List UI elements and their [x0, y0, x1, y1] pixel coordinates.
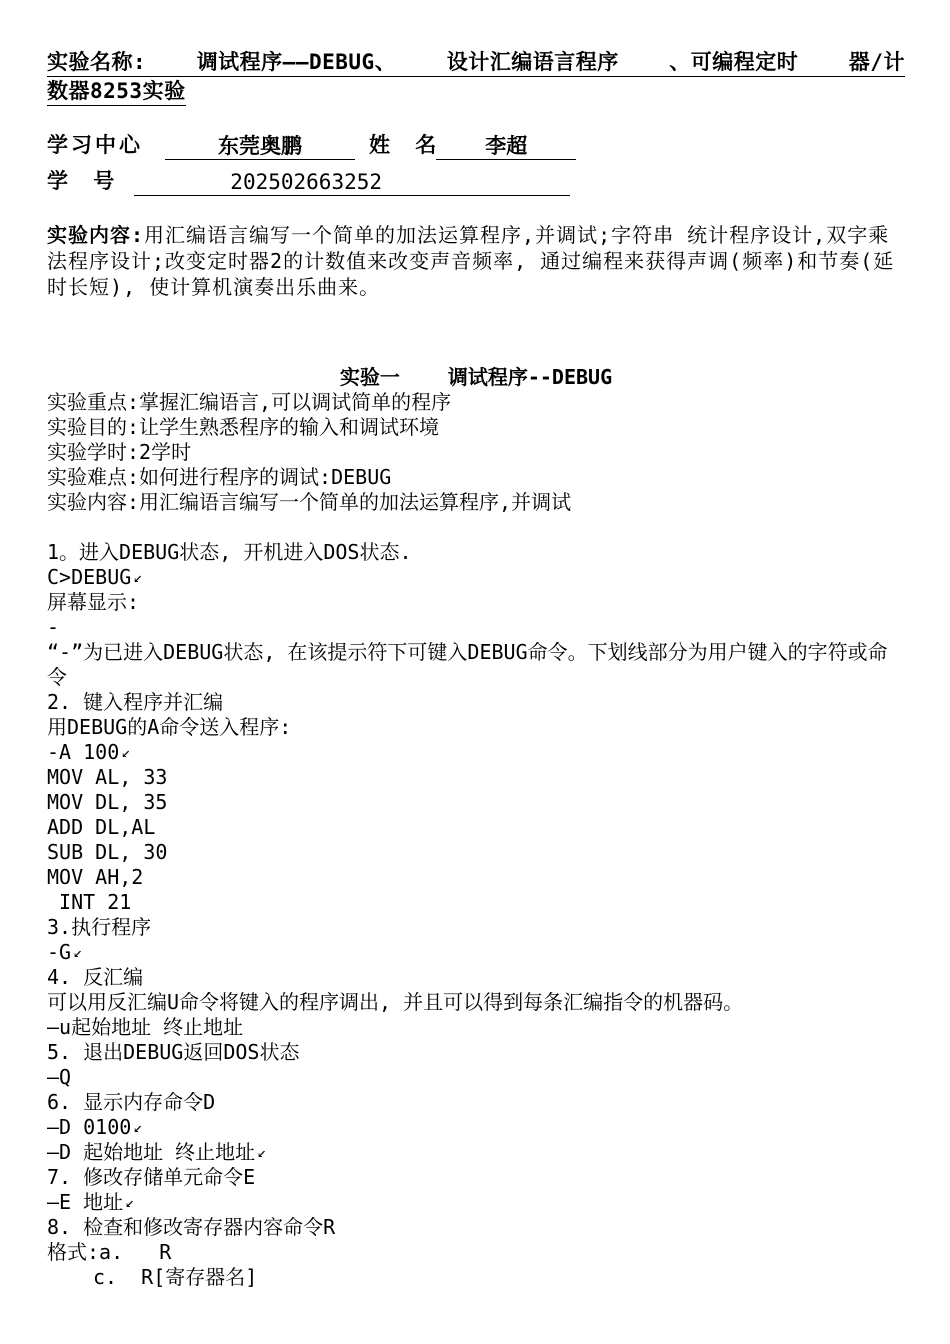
meta-content: 实验内容:用汇编语言编写一个简单的加法运算程序,并调试	[47, 490, 572, 514]
code-line: SUB DL, 30	[47, 840, 168, 864]
meta-focus: 实验重点:掌握汇编语言,可以调试简单的程序	[47, 390, 452, 414]
student-info	[47, 124, 905, 196]
step-6-command-2	[47, 1140, 905, 1165]
id-value-wrap	[134, 167, 570, 196]
step-7-command	[47, 1190, 905, 1215]
enter-arrow-icon: ↙	[133, 568, 143, 586]
section-meta	[47, 390, 905, 515]
enter-arrow-icon: ↙	[73, 943, 83, 961]
enter-arrow-icon: ↙	[133, 1118, 143, 1136]
content-intro	[47, 222, 905, 300]
code-line: MOV AH,2	[47, 865, 144, 889]
enter-arrow-icon: ↙	[121, 743, 131, 761]
step-1-screen: 屏幕显示:	[47, 590, 140, 614]
step-2-command	[47, 740, 905, 765]
step-4-desc: 可以用反汇编U命令将键入的程序调出, 并且可以得到每条汇编指令的机器码。	[47, 990, 744, 1014]
step-2: 2. 键入程序并汇编	[47, 690, 224, 714]
id-value: 202502663252	[230, 170, 383, 194]
command-text: —E 地址	[47, 1190, 124, 1214]
section-title-left: 实验一	[339, 365, 400, 389]
center-name-row	[47, 124, 905, 160]
center-value: 东莞奥鹏	[165, 131, 355, 160]
command-text: —D 0100	[47, 1115, 132, 1139]
step-2-desc: 用DEBUG的A命令送入程序:	[47, 715, 292, 739]
section-title-right: 调试程序--DEBUG	[447, 365, 613, 389]
code-line: MOV AL, 33	[47, 765, 168, 789]
title-line-2: 数器8253实验	[47, 77, 186, 106]
step-8: 8. 检查和修改寄存器内容命令R	[47, 1215, 336, 1239]
step-3: 3.执行程序	[47, 915, 152, 939]
title-part-3: 、可编程定时	[669, 50, 799, 74]
title-part-4: 器/计	[848, 50, 905, 74]
meta-hours: 实验学时:2学时	[47, 440, 192, 464]
content-intro-label: 实验内容:	[47, 223, 145, 247]
content-intro-text: 用汇编语言编写一个简单的加法运算程序,并调试;字符串 统计程序设计,双字乘法程序设计;改变定时器2的计数值来改变声音频率, 通过编程来获得声调(频率)和节奏(延时长短), 使计算机演奏出乐曲来。	[47, 223, 895, 299]
step-1-command	[47, 565, 905, 590]
command-text: -G	[47, 940, 72, 964]
step-8-format-a: 格式:a. R	[47, 1240, 172, 1264]
title-part-1: 调试程序——DEBUG、	[196, 50, 397, 74]
step-6: 6. 显示内存命令D	[47, 1090, 216, 1114]
step-8-format-c: c. R[寄存器名]	[93, 1265, 258, 1289]
experiment-title	[47, 48, 905, 106]
center-label: 学习中心	[47, 133, 143, 157]
section-title	[47, 364, 905, 390]
step-4: 4. 反汇编	[47, 965, 144, 989]
step-7: 7. 修改存储单元命令E	[47, 1165, 256, 1189]
step-6-command-1	[47, 1115, 905, 1140]
step-1-note: “-”为已进入DEBUG状态, 在该提示符下可键入DEBUG命令。下划线部分为用户键入的字符或命令	[47, 640, 888, 689]
title-line-1	[47, 48, 905, 77]
steps	[47, 540, 905, 1290]
name-label: 姓 名	[369, 133, 437, 157]
code-line: MOV DL, 35	[47, 790, 168, 814]
title-label: 实验名称:	[47, 50, 147, 74]
title-part-2: 设计汇编语言程序	[446, 50, 619, 74]
step-4-command: —u起始地址 终止地址	[47, 1015, 244, 1039]
name-value: 李超	[436, 131, 576, 160]
meta-difficulty: 实验难点:如何进行程序的调试:DEBUG	[47, 465, 392, 489]
id-row	[47, 160, 905, 196]
code-line: ADD DL,AL	[47, 815, 156, 839]
command-text: C>DEBUG	[47, 565, 132, 589]
step-1-prompt: -	[47, 615, 60, 639]
meta-purpose: 实验目的:让学生熟悉程序的输入和调试环境	[47, 415, 440, 439]
enter-arrow-icon: ↙	[257, 1143, 267, 1161]
document-page	[47, 48, 905, 1290]
step-3-command	[47, 940, 905, 965]
enter-arrow-icon: ↙	[125, 1193, 135, 1211]
code-line: INT 21	[47, 890, 132, 914]
step-1: 1。进入DEBUG状态, 开机进入DOS状态.	[47, 540, 412, 564]
step-5: 5. 退出DEBUG返回DOS状态	[47, 1040, 300, 1064]
id-label: 学 号	[47, 169, 115, 193]
command-text: —D 起始地址 终止地址	[47, 1140, 256, 1164]
step-5-command: —Q	[47, 1065, 72, 1089]
command-text: -A 100	[47, 740, 120, 764]
